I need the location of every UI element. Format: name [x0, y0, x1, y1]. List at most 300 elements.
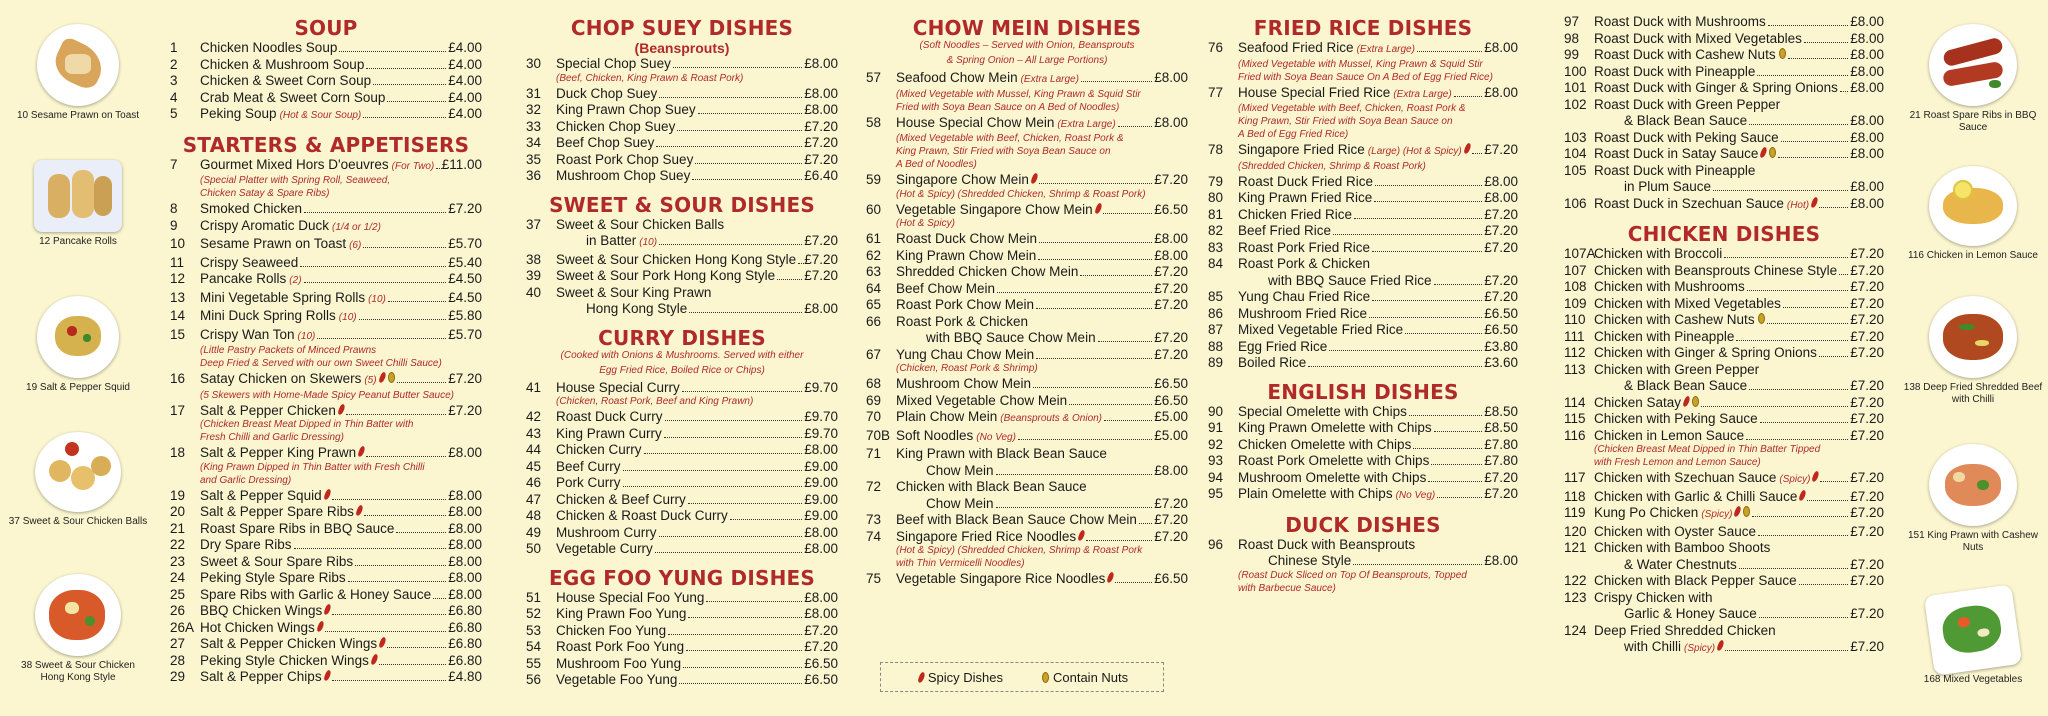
- item-name: Sesame Prawn on Toast: [200, 236, 347, 251]
- item-name: with BBQ Sauce Fried Rice: [1268, 272, 1432, 288]
- dot-leader: [1804, 42, 1848, 43]
- item-qualifier: (Hot & Sour Soup): [279, 110, 362, 121]
- item-name-line: [1238, 437, 1484, 454]
- item-price: £8.00: [1484, 190, 1518, 205]
- menu-item: [866, 463, 1188, 480]
- item-description: (5 Skewers with Home-Made Spicy Peanut Butter Sauce): [200, 389, 454, 401]
- dot-leader: [304, 282, 447, 283]
- dot-leader: [1354, 218, 1482, 219]
- nut-icon: [1743, 506, 1750, 517]
- item-description: (Mixed Vegetable with Beef, Chicken, Roast Pork &: [896, 133, 1124, 144]
- item-name: Chicken with Black Bean Sauce: [896, 479, 1087, 494]
- item-name-line: [1594, 623, 1884, 640]
- item-number: 67: [866, 346, 882, 362]
- menu-item: [1208, 355, 1518, 372]
- dot-leader: [1820, 481, 1848, 482]
- item-name: Roast Pork & Chicken: [896, 313, 1029, 329]
- item-name-line: [1594, 312, 1850, 329]
- item-price: £6.50: [804, 672, 838, 687]
- item-name-line: [1594, 606, 1850, 623]
- menu-item: [526, 252, 838, 269]
- item-price: £5.80: [448, 308, 482, 323]
- item-name-line: [200, 218, 482, 237]
- photo-salt-pepper-squid: [8, 296, 148, 394]
- item-name: Roast Pork Omelette with Chips: [1238, 453, 1430, 468]
- item-name: Yung Chau Chow Mein: [896, 346, 1035, 362]
- dot-leader: [659, 536, 803, 537]
- dot-leader: [655, 552, 802, 553]
- item-name: Chicken Noodles Soup: [200, 40, 338, 55]
- dot-leader: [1747, 290, 1848, 291]
- item-name-line: [1238, 207, 1484, 224]
- chili-icon: [378, 371, 386, 383]
- section-heading: SWEET & SOUR DISHES: [549, 192, 815, 217]
- item-name: Sweet & Sour Chicken Balls: [556, 216, 725, 232]
- item-name-line: [896, 115, 1154, 134]
- dot-leader: [1036, 308, 1152, 309]
- item-number: 121: [1564, 540, 1587, 555]
- dot-leader: [1454, 96, 1483, 97]
- item-name-line: [1238, 223, 1484, 240]
- item-price: £7.20: [804, 118, 838, 134]
- menu-item: [526, 168, 838, 185]
- item-number: 61: [866, 231, 882, 246]
- menu-item: [866, 330, 1188, 347]
- item-name-line: [556, 102, 804, 119]
- menu-column-3: [866, 14, 1188, 588]
- item-qualifier: (10): [639, 237, 658, 248]
- item-name-line: [1594, 489, 1850, 506]
- item-qualifier: (Beansprouts & Onion): [1000, 413, 1103, 424]
- item-number: 30: [526, 56, 542, 71]
- item-price: £6.50: [1154, 376, 1188, 391]
- item-description: (Mixed Vegetable with Mussel, King Prawn & Squid Stir: [896, 88, 1141, 100]
- item-name-line: [556, 168, 804, 185]
- menu-item: [866, 347, 1188, 364]
- item-price: £7.20: [1484, 142, 1518, 157]
- dot-leader: [1768, 25, 1848, 26]
- item-number: 75: [866, 571, 882, 586]
- section-note: Egg Fried Rice, Boiled Rice or Chips): [599, 364, 765, 376]
- dot-leader: [656, 146, 802, 147]
- item-name-line: [896, 231, 1154, 248]
- chili-icon: [1463, 142, 1471, 154]
- item-name-line: [200, 73, 448, 90]
- item-price: £9.00: [804, 475, 838, 490]
- menu-item: [1208, 322, 1518, 339]
- menu-item: [1564, 395, 1884, 412]
- item-name: Sweet & Sour Spare Ribs: [200, 553, 354, 569]
- menu-item: [526, 301, 838, 318]
- dot-leader: [659, 97, 802, 98]
- item-number: 112: [1564, 345, 1586, 360]
- menu-item: [170, 57, 482, 74]
- menu-item: [170, 620, 482, 637]
- section-heading: ENGLISH DISHES: [1267, 379, 1459, 404]
- dot-leader: [688, 617, 802, 618]
- item-name-line: [556, 233, 804, 252]
- item-name: Vegetable Singapore Rice Noodles: [896, 571, 1106, 586]
- menu-item: [1564, 590, 1884, 607]
- legend-spicy: [916, 670, 1003, 685]
- dot-leader: [1781, 141, 1849, 142]
- item-name-line: [1594, 47, 1850, 64]
- item-name: Mushroom Fried Rice: [1238, 305, 1368, 321]
- menu-item: [526, 217, 838, 234]
- photo-king-prawn-cashew: [1900, 444, 2046, 554]
- item-price: £8.00: [1850, 80, 1884, 95]
- item-name-line: [1594, 329, 1850, 346]
- item-number: 53: [526, 622, 542, 638]
- item-name-line: [200, 537, 448, 554]
- item-name-line: [200, 504, 448, 521]
- dot-leader: [1749, 124, 1848, 125]
- item-name: Beef Chop Suey: [556, 135, 655, 150]
- item-price: £7.20: [804, 639, 838, 654]
- item-name-line: [556, 119, 804, 136]
- item-price: £7.20: [1850, 573, 1884, 588]
- dot-leader: [1375, 185, 1482, 186]
- item-name-line: [896, 297, 1154, 314]
- menu-item: [170, 236, 482, 255]
- chili-icon: [1716, 639, 1724, 651]
- menu-item: [170, 40, 482, 57]
- item-name-line: [896, 347, 1154, 364]
- item-price: £9.00: [804, 508, 838, 523]
- item-number: 98: [1564, 30, 1580, 46]
- item-price: £7.20: [1850, 262, 1884, 278]
- dot-leader: [1701, 406, 1848, 407]
- sesame-prawn-plate-image: [37, 24, 119, 106]
- item-name-line: [200, 327, 448, 346]
- dot-leader: [1372, 300, 1482, 301]
- item-number: 117: [1564, 470, 1586, 485]
- item-price: £6.50: [1154, 571, 1188, 586]
- nut-icon: [388, 372, 395, 383]
- menu-item: [170, 327, 482, 346]
- item-price: £7.20: [1484, 206, 1518, 222]
- item-name: Chicken & Mushroom Soup: [200, 56, 365, 72]
- dot-leader: [682, 391, 802, 392]
- dot-leader: [1033, 387, 1152, 388]
- item-price: £7.20: [1154, 512, 1188, 527]
- item-name-line: [1594, 113, 1850, 130]
- photo-caption: 12 Pancake Rolls: [39, 236, 117, 247]
- menu-item: [526, 492, 838, 509]
- item-name: Roast Pork Foo Yung: [556, 639, 685, 654]
- item-description: A Bed of Noodles): [896, 159, 977, 170]
- item-description: Fried with Soya Bean Sauce On A Bed of Egg Fried Rice): [1238, 71, 1493, 83]
- item-price: £8.00: [448, 553, 482, 569]
- item-name: Crispy Wan Ton: [200, 326, 295, 342]
- chili-icon: [355, 504, 363, 516]
- menu-item: [526, 86, 838, 103]
- dot-leader: [706, 601, 802, 602]
- item-name: Beef with Black Bean Sauce Chow Mein: [896, 512, 1137, 527]
- menu-item: [1208, 174, 1518, 191]
- item-name-line: [200, 371, 448, 390]
- item-price: £8.00: [804, 589, 838, 605]
- item-name: Chicken & Sweet Corn Soup: [200, 73, 372, 88]
- item-price: £7.20: [1850, 312, 1884, 327]
- menu-item: [526, 672, 838, 689]
- item-name: Mushroom Foo Yung: [556, 655, 682, 671]
- item-qualifier: (6): [349, 240, 362, 251]
- item-qualifier: (Extra Large): [1020, 74, 1079, 85]
- chili-icon: [917, 671, 925, 683]
- dot-leader: [1374, 201, 1482, 202]
- menu-item: [1564, 146, 1884, 163]
- item-name-line: [200, 201, 448, 218]
- item-number: 68: [866, 376, 882, 391]
- dot-leader: [1739, 568, 1848, 569]
- item-name-line: [1238, 486, 1484, 505]
- menu-item: [526, 56, 838, 73]
- item-price: £7.20: [1154, 297, 1188, 312]
- menu-item: [1208, 437, 1518, 454]
- pancake-rolls-plate-image: [34, 160, 122, 232]
- item-price: £7.20: [1850, 505, 1884, 520]
- dot-leader: [1036, 358, 1152, 359]
- item-name-line: [200, 653, 448, 670]
- item-name-line: [896, 496, 1154, 513]
- menu-item: [170, 587, 482, 604]
- menu-item: [170, 90, 482, 107]
- item-name: Roast Duck with Green Pepper: [1594, 96, 1781, 112]
- dot-leader: [777, 279, 802, 280]
- item-name: House Special Curry: [556, 379, 680, 395]
- item-name: Smoked Chicken: [200, 201, 303, 216]
- dot-leader: [1437, 497, 1482, 498]
- item-name-line: [556, 459, 804, 476]
- dot-leader: [1139, 523, 1152, 524]
- dot-leader: [1372, 251, 1482, 252]
- menu-item: [1208, 256, 1518, 273]
- item-name: Garlic & Honey Sauce: [1624, 606, 1757, 621]
- item-name-line: [556, 135, 804, 152]
- dot-leader: [1752, 516, 1848, 517]
- menu-column-5: [1564, 14, 1884, 658]
- menu-item: [526, 135, 838, 152]
- item-price: £8.00: [1154, 247, 1188, 263]
- menu-item: [1564, 639, 1884, 658]
- item-qualifier: (Spicy): [1684, 643, 1716, 654]
- item-price: £6.40: [804, 168, 838, 183]
- item-price: £8.00: [1850, 179, 1884, 194]
- menu-item: [866, 248, 1188, 265]
- chili-icon: [1760, 146, 1768, 158]
- item-name: with BBQ Sauce Chow Mein: [926, 330, 1096, 345]
- item-qualifier: (10): [297, 330, 316, 342]
- dot-leader: [1819, 207, 1848, 208]
- item-number: 1: [170, 40, 178, 55]
- item-name: Chicken with Beansprouts Chinese Style: [1594, 262, 1838, 278]
- item-number: 100: [1564, 63, 1587, 79]
- item-name: Dry Spare Ribs: [200, 537, 292, 552]
- item-number: 2: [170, 56, 178, 72]
- menu-item: [866, 281, 1188, 298]
- photo-roast-spare-ribs: [1900, 24, 2046, 134]
- item-name-line: [200, 271, 448, 290]
- menu-item: [526, 409, 838, 426]
- item-description: (Little Pastry Packets of Minced Prawns: [200, 345, 377, 356]
- dot-leader: [1081, 81, 1152, 82]
- item-name: Roast Duck in Szechuan Sauce: [1594, 195, 1784, 211]
- item-name: Hong Kong Style: [586, 301, 688, 316]
- item-number: 4: [170, 89, 178, 105]
- item-name: Peking Soup: [200, 106, 277, 121]
- item-name: Singapore Chow Mein: [896, 172, 1029, 187]
- item-name: Sweet & Sour Chicken Hong Kong Style: [556, 251, 797, 267]
- item-price: £8.00: [1484, 84, 1518, 100]
- item-price: £7.20: [1154, 528, 1188, 544]
- item-price: £3.80: [1484, 338, 1518, 354]
- item-name-line: [1594, 362, 1884, 379]
- item-name: Shredded Chicken Chow Mein: [896, 264, 1079, 279]
- dot-leader: [294, 548, 447, 549]
- item-name: in Plum Sauce: [1624, 179, 1712, 194]
- dot-leader: [1329, 350, 1482, 351]
- item-price: £5.70: [448, 326, 482, 342]
- item-price: £11.00: [441, 156, 482, 172]
- item-name: Mixed Vegetable Fried Rice: [1238, 322, 1404, 337]
- item-number: 44: [526, 442, 542, 457]
- dot-leader: [1757, 75, 1848, 76]
- menu-item: [866, 571, 1188, 588]
- item-number: 116: [1564, 427, 1586, 443]
- legend-spicy-label: Spicy Dishes: [927, 669, 1003, 685]
- dot-leader: [1807, 500, 1848, 501]
- item-name: Chicken in Lemon Sauce: [1594, 427, 1745, 443]
- item-name: Beef Fried Rice: [1238, 223, 1332, 238]
- item-price: £7.20: [804, 151, 838, 167]
- item-name-line: [1594, 524, 1850, 541]
- item-number: 124: [1564, 622, 1587, 638]
- item-description: with Barbecue Sauce): [1238, 582, 1336, 594]
- item-number: 76: [1208, 40, 1224, 55]
- item-price: £7.20: [804, 268, 838, 283]
- item-number: 108: [1564, 279, 1587, 294]
- menu-item: [1208, 404, 1518, 421]
- dot-leader: [1760, 422, 1849, 423]
- dot-leader: [1736, 340, 1848, 341]
- chili-icon: [1799, 489, 1807, 501]
- item-name: Chicken & Roast Duck Curry: [556, 508, 728, 523]
- item-number: 51: [526, 589, 542, 605]
- item-name: Roast Duck Curry: [556, 409, 663, 424]
- item-name-line: [200, 636, 448, 653]
- dot-leader: [379, 664, 446, 665]
- menu-item: [170, 445, 482, 462]
- item-name: in Batter: [586, 233, 637, 248]
- item-name-line: [1594, 395, 1850, 412]
- item-name: Chicken with Broccoli: [1594, 246, 1723, 261]
- menu-item: [1208, 142, 1518, 161]
- item-number: 31: [526, 85, 542, 101]
- item-number: 84: [1208, 256, 1224, 271]
- dot-leader: [387, 101, 446, 102]
- item-price: £7.80: [1484, 453, 1518, 468]
- item-number: 9: [170, 217, 178, 233]
- item-name: Mushroom Chop Suey: [556, 168, 691, 183]
- menu-item: [526, 119, 838, 136]
- menu-item: [1564, 524, 1884, 541]
- item-price: £5.40: [448, 254, 482, 270]
- item-name-line: [1238, 240, 1484, 257]
- section-note: (Cooked with Onions & Mushrooms. Served with either: [560, 349, 804, 361]
- menu-item: [1564, 113, 1884, 130]
- item-number: 3: [170, 73, 178, 88]
- menu-item: [1564, 196, 1884, 215]
- item-description: Deep Fried & Served with our own Sweet Chilli Sauce): [200, 358, 442, 369]
- item-name: Yung Chau Fried Rice: [1238, 289, 1371, 304]
- dot-leader: [1713, 190, 1848, 191]
- menu-item: [1208, 207, 1518, 224]
- item-name: Special Omelette with Chips: [1238, 403, 1407, 419]
- item-name: Mushroom Chow Mein: [896, 376, 1032, 391]
- item-price: £7.20: [1154, 346, 1188, 362]
- menu-item: [1208, 339, 1518, 356]
- item-number: 29: [170, 669, 186, 684]
- menu-item: [1208, 223, 1518, 240]
- item-number: 95: [1208, 486, 1224, 501]
- dot-leader: [1115, 582, 1152, 583]
- item-number: 36: [526, 168, 542, 183]
- menu-item: [866, 446, 1188, 463]
- menu-item: [1208, 273, 1518, 290]
- chili-icon: [323, 669, 331, 681]
- item-price: £7.20: [1850, 411, 1884, 426]
- item-price: £8.00: [1154, 462, 1188, 478]
- item-name: Boiled Rice: [1238, 355, 1307, 370]
- nut-icon: [1758, 313, 1765, 324]
- item-number: 60: [866, 201, 882, 217]
- dot-leader: [363, 247, 446, 248]
- item-description: (Chicken, Roast Pork & Shrimp): [896, 363, 1038, 374]
- item-price: £7.20: [1154, 495, 1188, 511]
- menu-item: [170, 403, 482, 420]
- menu-item: [1208, 40, 1518, 59]
- item-price: £7.20: [804, 135, 838, 150]
- dot-leader: [623, 470, 803, 471]
- chili-icon: [1682, 395, 1690, 407]
- item-qualifier: (No Veg): [976, 431, 1016, 443]
- item-price: £8.00: [448, 445, 482, 460]
- dot-leader: [730, 519, 802, 520]
- item-description: King Prawn, Stir Fried with Soya Bean Sauce on: [1238, 116, 1453, 127]
- menu-item: [170, 371, 482, 390]
- item-description: with Thin Vermicelli Noodles): [896, 558, 1025, 569]
- item-name: Seafood Chow Mein: [896, 70, 1018, 85]
- item-name: Chicken with Oyster Sauce: [1594, 523, 1757, 539]
- item-number: 50: [526, 541, 542, 556]
- item-number: 14: [170, 308, 186, 323]
- item-price: £7.20: [1484, 289, 1518, 304]
- item-price: £7.20: [804, 251, 838, 267]
- item-name-line: [1594, 80, 1850, 97]
- dot-leader: [679, 683, 802, 684]
- item-name: Chicken with Bamboo Shoots: [1594, 540, 1771, 555]
- dot-leader: [689, 312, 802, 313]
- item-name: Singapore Fried Rice Noodles: [896, 528, 1077, 544]
- menu-item: [866, 409, 1188, 428]
- item-number: 106: [1564, 195, 1587, 211]
- item-name: Mini Duck Spring Rolls: [200, 308, 336, 323]
- menu-item: [526, 508, 838, 525]
- item-price: £6.50: [804, 655, 838, 671]
- dot-leader: [1472, 153, 1482, 154]
- photo-caption: 138 Deep Fried Shredded Beef with Chilli: [1903, 382, 2043, 405]
